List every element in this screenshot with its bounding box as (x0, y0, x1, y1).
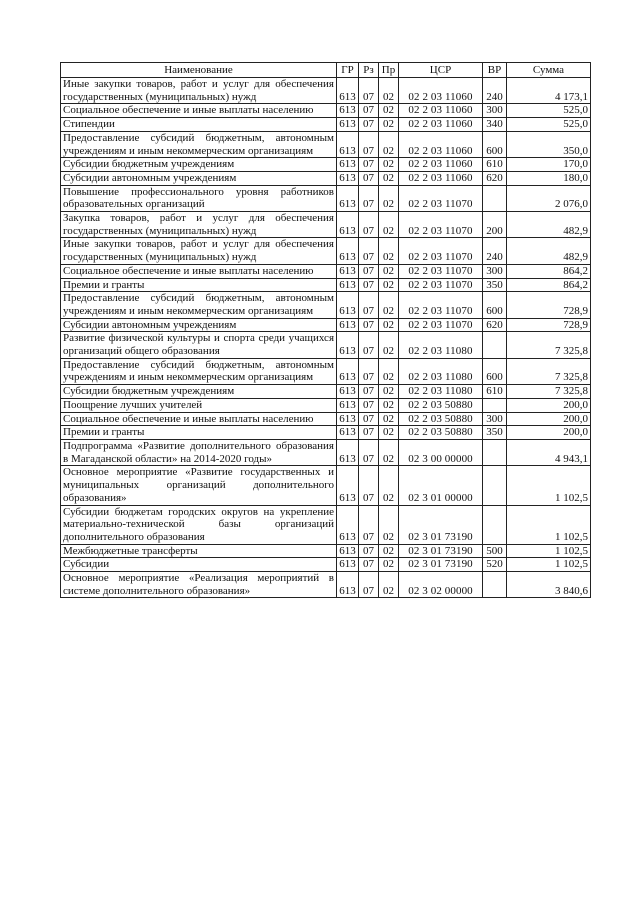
row-pr-cell: 02 (379, 292, 399, 318)
row-csr-cell: 02 2 03 11060 (399, 78, 483, 104)
row-pr-cell: 02 (379, 264, 399, 278)
row-rz-cell: 07 (359, 118, 379, 132)
row-pr-cell: 02 (379, 332, 399, 358)
row-name-cell: Субсидии автономным учреждениям (61, 318, 337, 332)
row-gr-cell: 613 (337, 466, 359, 505)
row-sum-cell: 350,0 (507, 131, 591, 157)
table-row (61, 466, 591, 505)
row-pr-cell: 02 (379, 398, 399, 412)
row-gr-cell: 613 (337, 544, 359, 558)
row-rz-cell: 07 (359, 332, 379, 358)
table-row (61, 318, 591, 332)
row-csr-cell: 02 2 03 11070 (399, 212, 483, 238)
row-vr-cell: 350 (483, 426, 507, 440)
row-sum-cell: 7 325,8 (507, 332, 591, 358)
row-rz-cell: 07 (359, 131, 379, 157)
row-vr-cell: 610 (483, 158, 507, 172)
row-gr-cell: 613 (337, 572, 359, 598)
row-name-cell: Социальное обеспечение и иные выплаты населению (61, 264, 337, 278)
table-row (61, 104, 591, 118)
row-sum-cell: 864,2 (507, 278, 591, 292)
row-name-cell: Социальное обеспечение и иные выплаты населению (61, 104, 337, 118)
row-sum-cell: 728,9 (507, 292, 591, 318)
row-csr-cell: 02 2 03 11070 (399, 292, 483, 318)
row-pr-cell: 02 (379, 358, 399, 384)
row-csr-cell: 02 2 03 11070 (399, 278, 483, 292)
row-gr-cell: 613 (337, 505, 359, 544)
table-row (61, 412, 591, 426)
table-row (61, 185, 591, 211)
row-sum-cell: 200,0 (507, 412, 591, 426)
row-pr-cell: 02 (379, 426, 399, 440)
table-row (61, 558, 591, 572)
row-rz-cell: 07 (359, 212, 379, 238)
row-pr-cell: 02 (379, 158, 399, 172)
row-gr-cell: 613 (337, 118, 359, 132)
row-sum-cell: 2 076,0 (507, 185, 591, 211)
row-sum-cell: 1 102,5 (507, 558, 591, 572)
row-sum-cell: 3 840,6 (507, 572, 591, 598)
row-name-cell: Предоставление субсидий бюджетным, автономным учреждениям и иным некоммерческим организациям (61, 292, 337, 318)
budget-table (60, 62, 591, 598)
row-gr-cell: 613 (337, 131, 359, 157)
row-name-cell: Предоставление субсидий бюджетным, автономным учреждениям и иным некоммерческим организациям (61, 358, 337, 384)
row-pr-cell: 02 (379, 131, 399, 157)
row-vr-cell (483, 572, 507, 598)
row-name-cell: Субсидии автономным учреждениям (61, 171, 337, 185)
row-gr-cell: 613 (337, 439, 359, 465)
column-header-gr: ГР (337, 63, 359, 78)
row-vr-cell: 610 (483, 385, 507, 399)
row-rz-cell: 07 (359, 358, 379, 384)
table-row (61, 78, 591, 104)
table-row (61, 292, 591, 318)
row-gr-cell: 613 (337, 332, 359, 358)
row-rz-cell: 07 (359, 426, 379, 440)
column-header-name: Наименование (61, 63, 337, 78)
table-body (61, 78, 591, 598)
row-rz-cell: 07 (359, 318, 379, 332)
row-rz-cell: 07 (359, 78, 379, 104)
header-row (61, 63, 591, 78)
row-pr-cell: 02 (379, 212, 399, 238)
row-vr-cell (483, 439, 507, 465)
row-vr-cell (483, 398, 507, 412)
row-sum-cell: 200,0 (507, 426, 591, 440)
row-sum-cell: 525,0 (507, 104, 591, 118)
table-row (61, 358, 591, 384)
table-row (61, 118, 591, 132)
row-csr-cell: 02 2 03 11060 (399, 118, 483, 132)
row-csr-cell: 02 2 03 11060 (399, 158, 483, 172)
row-gr-cell: 613 (337, 292, 359, 318)
table-row (61, 238, 591, 264)
table-row (61, 264, 591, 278)
row-rz-cell: 07 (359, 238, 379, 264)
row-vr-cell (483, 466, 507, 505)
row-sum-cell: 7 325,8 (507, 358, 591, 384)
table-row (61, 572, 591, 598)
table-row (61, 544, 591, 558)
table-row (61, 426, 591, 440)
row-vr-cell: 300 (483, 264, 507, 278)
row-gr-cell: 613 (337, 238, 359, 264)
row-vr-cell: 340 (483, 118, 507, 132)
row-pr-cell: 02 (379, 572, 399, 598)
table-row (61, 212, 591, 238)
row-gr-cell: 613 (337, 264, 359, 278)
table-row (61, 171, 591, 185)
row-gr-cell: 613 (337, 318, 359, 332)
row-rz-cell: 07 (359, 385, 379, 399)
row-csr-cell: 02 2 03 11070 (399, 318, 483, 332)
row-name-cell: Подпрограмма «Развитие дополнительного образования в Магаданской области» на 2014-2020 годы» (61, 439, 337, 465)
row-gr-cell: 613 (337, 358, 359, 384)
row-vr-cell (483, 185, 507, 211)
row-name-cell: Субсидии бюджетным учреждениям (61, 158, 337, 172)
row-sum-cell: 170,0 (507, 158, 591, 172)
row-name-cell: Закупка товаров, работ и услуг для обеспечения государственных (муниципальных) нужд (61, 212, 337, 238)
row-name-cell: Развитие физической культуры и спорта среди учащихся организаций общего образования (61, 332, 337, 358)
row-rz-cell: 07 (359, 292, 379, 318)
row-rz-cell: 07 (359, 158, 379, 172)
row-gr-cell: 613 (337, 398, 359, 412)
table-row (61, 131, 591, 157)
row-vr-cell: 240 (483, 78, 507, 104)
row-sum-cell: 728,9 (507, 318, 591, 332)
row-vr-cell: 200 (483, 212, 507, 238)
row-csr-cell: 02 3 01 73190 (399, 544, 483, 558)
row-pr-cell: 02 (379, 412, 399, 426)
row-sum-cell: 200,0 (507, 398, 591, 412)
row-gr-cell: 613 (337, 171, 359, 185)
row-sum-cell: 7 325,8 (507, 385, 591, 399)
row-name-cell: Субсидии бюджетным учреждениям (61, 385, 337, 399)
row-rz-cell: 07 (359, 544, 379, 558)
row-sum-cell: 180,0 (507, 171, 591, 185)
row-vr-cell (483, 505, 507, 544)
row-name-cell: Межбюджетные трансферты (61, 544, 337, 558)
row-name-cell: Социальное обеспечение и иные выплаты населению (61, 412, 337, 426)
row-pr-cell: 02 (379, 385, 399, 399)
row-csr-cell: 02 3 02 00000 (399, 572, 483, 598)
row-gr-cell: 613 (337, 426, 359, 440)
row-pr-cell: 02 (379, 558, 399, 572)
row-pr-cell: 02 (379, 118, 399, 132)
row-sum-cell: 482,9 (507, 238, 591, 264)
table-row (61, 385, 591, 399)
row-rz-cell: 07 (359, 439, 379, 465)
row-sum-cell: 482,9 (507, 212, 591, 238)
row-name-cell: Премии и гранты (61, 278, 337, 292)
row-sum-cell: 525,0 (507, 118, 591, 132)
row-rz-cell: 07 (359, 466, 379, 505)
row-gr-cell: 613 (337, 158, 359, 172)
row-vr-cell: 600 (483, 358, 507, 384)
row-gr-cell: 613 (337, 278, 359, 292)
column-header-vr: ВР (483, 63, 507, 78)
row-vr-cell: 620 (483, 171, 507, 185)
row-gr-cell: 613 (337, 78, 359, 104)
row-gr-cell: 613 (337, 385, 359, 399)
row-name-cell: Иные закупки товаров, работ и услуг для обеспечения государственных (муниципальных) нужд (61, 78, 337, 104)
row-name-cell: Основное мероприятие «Реализация мероприятий в системе дополнительного образования» (61, 572, 337, 598)
row-rz-cell: 07 (359, 104, 379, 118)
row-gr-cell: 613 (337, 412, 359, 426)
row-csr-cell: 02 3 00 00000 (399, 439, 483, 465)
row-pr-cell: 02 (379, 505, 399, 544)
column-header-sum: Сумма (507, 63, 591, 78)
row-rz-cell: 07 (359, 278, 379, 292)
row-rz-cell: 07 (359, 412, 379, 426)
table-row (61, 332, 591, 358)
row-vr-cell: 600 (483, 292, 507, 318)
row-pr-cell: 02 (379, 466, 399, 505)
row-pr-cell: 02 (379, 78, 399, 104)
row-gr-cell: 613 (337, 558, 359, 572)
row-gr-cell: 613 (337, 104, 359, 118)
row-csr-cell: 02 2 03 50880 (399, 412, 483, 426)
row-name-cell: Стипендии (61, 118, 337, 132)
row-vr-cell: 300 (483, 412, 507, 426)
column-header-csr: ЦСР (399, 63, 483, 78)
row-name-cell: Предоставление субсидий бюджетным, автономным учреждениям и иным некоммерческим организациям (61, 131, 337, 157)
row-pr-cell: 02 (379, 318, 399, 332)
row-vr-cell: 300 (483, 104, 507, 118)
row-rz-cell: 07 (359, 572, 379, 598)
column-header-pr: Пр (379, 63, 399, 78)
row-name-cell: Иные закупки товаров, работ и услуг для обеспечения государственных (муниципальных) нужд (61, 238, 337, 264)
row-csr-cell: 02 2 03 11080 (399, 332, 483, 358)
row-pr-cell: 02 (379, 238, 399, 264)
row-csr-cell: 02 2 03 11060 (399, 131, 483, 157)
row-pr-cell: 02 (379, 544, 399, 558)
row-rz-cell: 07 (359, 505, 379, 544)
row-csr-cell: 02 2 03 11070 (399, 238, 483, 264)
row-name-cell: Поощрение лучших учителей (61, 398, 337, 412)
row-pr-cell: 02 (379, 104, 399, 118)
row-rz-cell: 07 (359, 264, 379, 278)
row-vr-cell: 500 (483, 544, 507, 558)
row-csr-cell: 02 2 03 11060 (399, 104, 483, 118)
row-csr-cell: 02 2 03 50880 (399, 398, 483, 412)
row-csr-cell: 02 2 03 11080 (399, 385, 483, 399)
table-row (61, 158, 591, 172)
row-pr-cell: 02 (379, 278, 399, 292)
row-sum-cell: 4 943,1 (507, 439, 591, 465)
row-vr-cell: 600 (483, 131, 507, 157)
row-name-cell: Премии и гранты (61, 426, 337, 440)
table-row (61, 398, 591, 412)
document-page (60, 62, 590, 598)
row-rz-cell: 07 (359, 185, 379, 211)
row-csr-cell: 02 3 01 73190 (399, 505, 483, 544)
row-name-cell: Субсидии бюджетам городских округов на укрепление материально-технической базы организаций дополнительного образования (61, 505, 337, 544)
row-name-cell: Повышение профессионального уровня работников образовательных организаций (61, 185, 337, 211)
row-vr-cell: 240 (483, 238, 507, 264)
row-sum-cell: 1 102,5 (507, 544, 591, 558)
row-sum-cell: 864,2 (507, 264, 591, 278)
row-csr-cell: 02 2 03 50880 (399, 426, 483, 440)
table-header (61, 63, 591, 78)
row-name-cell: Субсидии (61, 558, 337, 572)
row-csr-cell: 02 3 01 73190 (399, 558, 483, 572)
row-name-cell: Основное мероприятие «Развитие государственных и муниципальных организаций дополнительного образования» (61, 466, 337, 505)
row-pr-cell: 02 (379, 171, 399, 185)
row-vr-cell: 520 (483, 558, 507, 572)
table-row (61, 505, 591, 544)
row-gr-cell: 613 (337, 185, 359, 211)
row-rz-cell: 07 (359, 558, 379, 572)
row-pr-cell: 02 (379, 439, 399, 465)
row-sum-cell: 1 102,5 (507, 466, 591, 505)
row-csr-cell: 02 2 03 11070 (399, 185, 483, 211)
row-rz-cell: 07 (359, 171, 379, 185)
row-csr-cell: 02 2 03 11060 (399, 171, 483, 185)
row-vr-cell: 620 (483, 318, 507, 332)
table-row (61, 439, 591, 465)
row-sum-cell: 4 173,1 (507, 78, 591, 104)
table-row (61, 278, 591, 292)
row-csr-cell: 02 2 03 11080 (399, 358, 483, 384)
row-gr-cell: 613 (337, 212, 359, 238)
row-rz-cell: 07 (359, 398, 379, 412)
row-csr-cell: 02 2 03 11070 (399, 264, 483, 278)
row-vr-cell: 350 (483, 278, 507, 292)
row-csr-cell: 02 3 01 00000 (399, 466, 483, 505)
row-sum-cell: 1 102,5 (507, 505, 591, 544)
row-pr-cell: 02 (379, 185, 399, 211)
row-vr-cell (483, 332, 507, 358)
column-header-rz: Рз (359, 63, 379, 78)
